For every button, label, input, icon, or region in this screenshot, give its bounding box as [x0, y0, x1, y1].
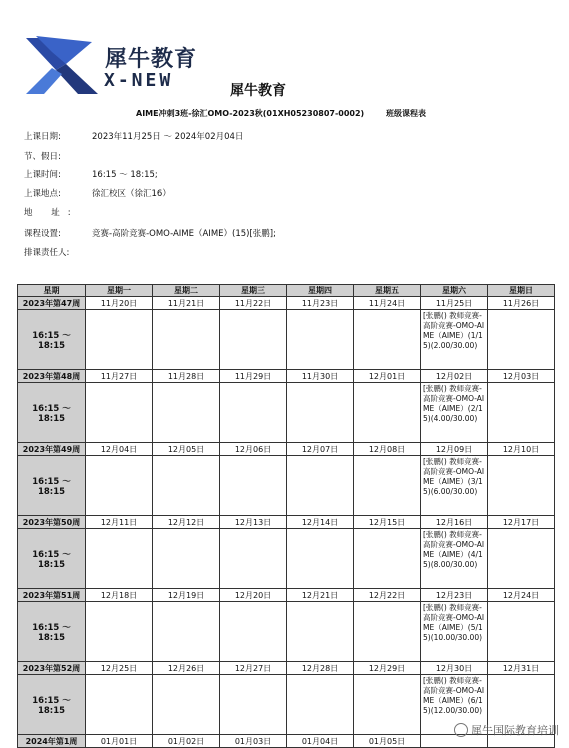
header-cell: 星期四 — [287, 285, 354, 297]
empty-slot-cell — [220, 602, 287, 662]
empty-slot-cell — [287, 602, 354, 662]
lesson-cell: [张鹏() 教师竞赛-高阶竞赛-OMO-AIME（AIME）(4/15)(8.00/30.00) — [421, 529, 488, 589]
empty-slot-cell — [86, 310, 153, 370]
empty-slot-cell — [86, 383, 153, 443]
date-cell: 11月25日 — [421, 297, 488, 310]
empty-slot-cell — [287, 310, 354, 370]
lesson-cell: [张鹏() 教师竞赛-高阶竞赛-OMO-AIME（AIME）(1/15)(2.00/30.00) — [421, 310, 488, 370]
empty-slot-cell — [287, 456, 354, 516]
header-cell: 星期六 — [421, 285, 488, 297]
lesson-cell: [张鹏() 教师竞赛-高阶竞赛-OMO-AIME（AIME）(5/15)(10.00/30.00) — [421, 602, 488, 662]
date-cell: 01月05日 — [354, 735, 421, 748]
empty-slot-cell — [287, 675, 354, 735]
date-cell: 12月25日 — [86, 662, 153, 675]
time-slot-label: 16:15 ～ 18:15 — [18, 383, 86, 443]
time-slot-label: 16:15 ～ 18:15 — [18, 602, 86, 662]
week-row — [18, 662, 555, 675]
week-label: 2023年第51周 — [18, 589, 86, 602]
date-cell: 12月31日 — [488, 662, 555, 675]
place-value: 徐汇校区（徐汇16） — [92, 189, 171, 199]
week-row — [18, 370, 555, 383]
class-name: AIME冲刺3班-徐汇OMO-2023秋(01XH05230807-0002) — [136, 109, 365, 118]
empty-slot-cell — [488, 383, 555, 443]
week-row — [18, 516, 555, 529]
schedule-body — [18, 285, 555, 748]
place-label: 上课地点: — [24, 189, 61, 199]
empty-slot-cell — [354, 310, 421, 370]
empty-slot-cell — [354, 675, 421, 735]
empty-slot-cell — [153, 602, 220, 662]
date-cell: 12月09日 — [421, 443, 488, 456]
date-cell: 12月17日 — [488, 516, 555, 529]
manager-label: 排课责任人: — [24, 248, 70, 258]
course-label: 课程设置: — [24, 229, 61, 239]
header-cell: 星期五 — [354, 285, 421, 297]
date-cell: 01月04日 — [287, 735, 354, 748]
date-cell: 12月11日 — [86, 516, 153, 529]
empty-slot-cell — [220, 456, 287, 516]
x-logo-icon — [22, 34, 100, 96]
week-label: 2023年第49周 — [18, 443, 86, 456]
date-value: 2023年11月25日 ～ 2024年02月04日 — [92, 132, 244, 142]
empty-slot-cell — [86, 675, 153, 735]
brand-name-cn: 犀牛教育 — [105, 47, 198, 72]
empty-slot-cell — [488, 529, 555, 589]
date-cell: 12月03日 — [488, 370, 555, 383]
date-cell: 11月24日 — [354, 297, 421, 310]
empty-slot-cell — [287, 529, 354, 589]
date-cell: 01月02日 — [153, 735, 220, 748]
date-cell: 12月29日 — [354, 662, 421, 675]
week-label: 2023年第52周 — [18, 662, 86, 675]
empty-slot-cell — [86, 529, 153, 589]
date-cell: 12月05日 — [153, 443, 220, 456]
empty-slot-cell — [153, 675, 220, 735]
date-cell: 12月04日 — [86, 443, 153, 456]
date-cell: 12月14日 — [287, 516, 354, 529]
week-row — [18, 589, 555, 602]
empty-slot-cell — [354, 602, 421, 662]
date-cell: 11月20日 — [86, 297, 153, 310]
date-cell: 12月12日 — [153, 516, 220, 529]
header-cell: 星期日 — [488, 285, 555, 297]
date-cell: 12月30日 — [421, 662, 488, 675]
slot-row — [18, 383, 555, 443]
time-slot-label: 16:15 ～ 18:15 — [18, 456, 86, 516]
lesson-cell: [张鹏() 教师竞赛-高阶竞赛-OMO-AIME（AIME）(2/15)(4.00/30.00) — [421, 383, 488, 443]
date-cell: 12月27日 — [220, 662, 287, 675]
header-row — [18, 285, 555, 297]
empty-slot-cell — [86, 602, 153, 662]
empty-slot-cell — [220, 310, 287, 370]
empty-slot-cell — [488, 602, 555, 662]
date-cell: 01月01日 — [86, 735, 153, 748]
date-cell: 12月15日 — [354, 516, 421, 529]
week-label: 2024年第1周 — [18, 735, 86, 748]
time-slot-label: 16:15 ～ 18:15 — [18, 675, 86, 735]
empty-slot-cell — [86, 456, 153, 516]
holiday-label: 节、假日: — [24, 152, 61, 162]
empty-slot-cell — [354, 456, 421, 516]
date-cell: 12月28日 — [287, 662, 354, 675]
week-label: 2023年第50周 — [18, 516, 86, 529]
date-cell: 01月03日 — [220, 735, 287, 748]
course-value: 竞赛-高阶竞赛-OMO-AIME（AIME）(15)[张鹏]; — [92, 229, 276, 239]
slot-row — [18, 602, 555, 662]
org-title: 犀牛教育 — [230, 83, 286, 99]
date-cell: 12月18日 — [86, 589, 153, 602]
date-label: 上课日期: — [24, 132, 61, 142]
slot-row — [18, 310, 555, 370]
date-cell: 12月26日 — [153, 662, 220, 675]
date-cell: 12月24日 — [488, 589, 555, 602]
header-cell: 星期一 — [86, 285, 153, 297]
date-cell: 12月19日 — [153, 589, 220, 602]
date-cell: 12月07日 — [287, 443, 354, 456]
lesson-cell: [张鹏() 教师竞赛-高阶竞赛-OMO-AIME（AIME）(3/15)(6.00/30.00) — [421, 456, 488, 516]
date-cell: 12月20日 — [220, 589, 287, 602]
date-cell: 11月23日 — [287, 297, 354, 310]
watermark — [454, 722, 559, 738]
time-slot-label: 16:15 ～ 18:15 — [18, 310, 86, 370]
empty-slot-cell — [153, 310, 220, 370]
lesson-cell: [张鹏() 教师竞赛-高阶竞赛-OMO-AIME（AIME）(6/15)(12.00/30.00) — [421, 675, 488, 735]
date-cell: 11月29日 — [220, 370, 287, 383]
schedule-label: 班级课程表 — [386, 109, 426, 118]
watermark-text: 犀牛国际教育培训 — [471, 724, 559, 737]
time-label: 上课时间: — [24, 170, 61, 180]
empty-slot-cell — [354, 383, 421, 443]
date-cell: 12月22日 — [354, 589, 421, 602]
header-cell: 星期二 — [153, 285, 220, 297]
time-slot-label: 16:15 ～ 18:15 — [18, 529, 86, 589]
date-cell: 12月01日 — [354, 370, 421, 383]
wechat-icon — [454, 723, 468, 737]
brand-name-en: X-NEW — [104, 70, 174, 91]
empty-slot-cell — [220, 675, 287, 735]
week-row — [18, 297, 555, 310]
date-cell: 11月30日 — [287, 370, 354, 383]
empty-slot-cell — [153, 383, 220, 443]
empty-slot-cell — [220, 383, 287, 443]
schedule-table — [17, 284, 555, 748]
address-label: 地 址: — [24, 208, 79, 218]
time-value: 16:15 ～ 18:15; — [92, 170, 158, 180]
date-cell: 12月16日 — [421, 516, 488, 529]
date-cell: 11月28日 — [153, 370, 220, 383]
empty-slot-cell — [153, 529, 220, 589]
week-label: 2023年第48周 — [18, 370, 86, 383]
date-cell: 12月08日 — [354, 443, 421, 456]
header-cell: 星期三 — [220, 285, 287, 297]
empty-slot-cell — [488, 310, 555, 370]
date-cell: 11月22日 — [220, 297, 287, 310]
empty-slot-cell — [354, 529, 421, 589]
date-cell: 12月02日 — [421, 370, 488, 383]
header-cell: 星期 — [18, 285, 86, 297]
week-row — [18, 443, 555, 456]
empty-slot-cell — [488, 456, 555, 516]
empty-slot-cell — [220, 529, 287, 589]
empty-slot-cell — [153, 456, 220, 516]
date-cell: 12月13日 — [220, 516, 287, 529]
date-cell: 11月26日 — [488, 297, 555, 310]
date-cell: 11月27日 — [86, 370, 153, 383]
date-cell: 12月21日 — [287, 589, 354, 602]
date-cell: 12月10日 — [488, 443, 555, 456]
date-cell: 12月06日 — [220, 443, 287, 456]
week-label: 2023年第47周 — [18, 297, 86, 310]
empty-slot-cell — [287, 383, 354, 443]
slot-row — [18, 529, 555, 589]
slot-row — [18, 456, 555, 516]
date-cell: 12月23日 — [421, 589, 488, 602]
date-cell: 11月21日 — [153, 297, 220, 310]
